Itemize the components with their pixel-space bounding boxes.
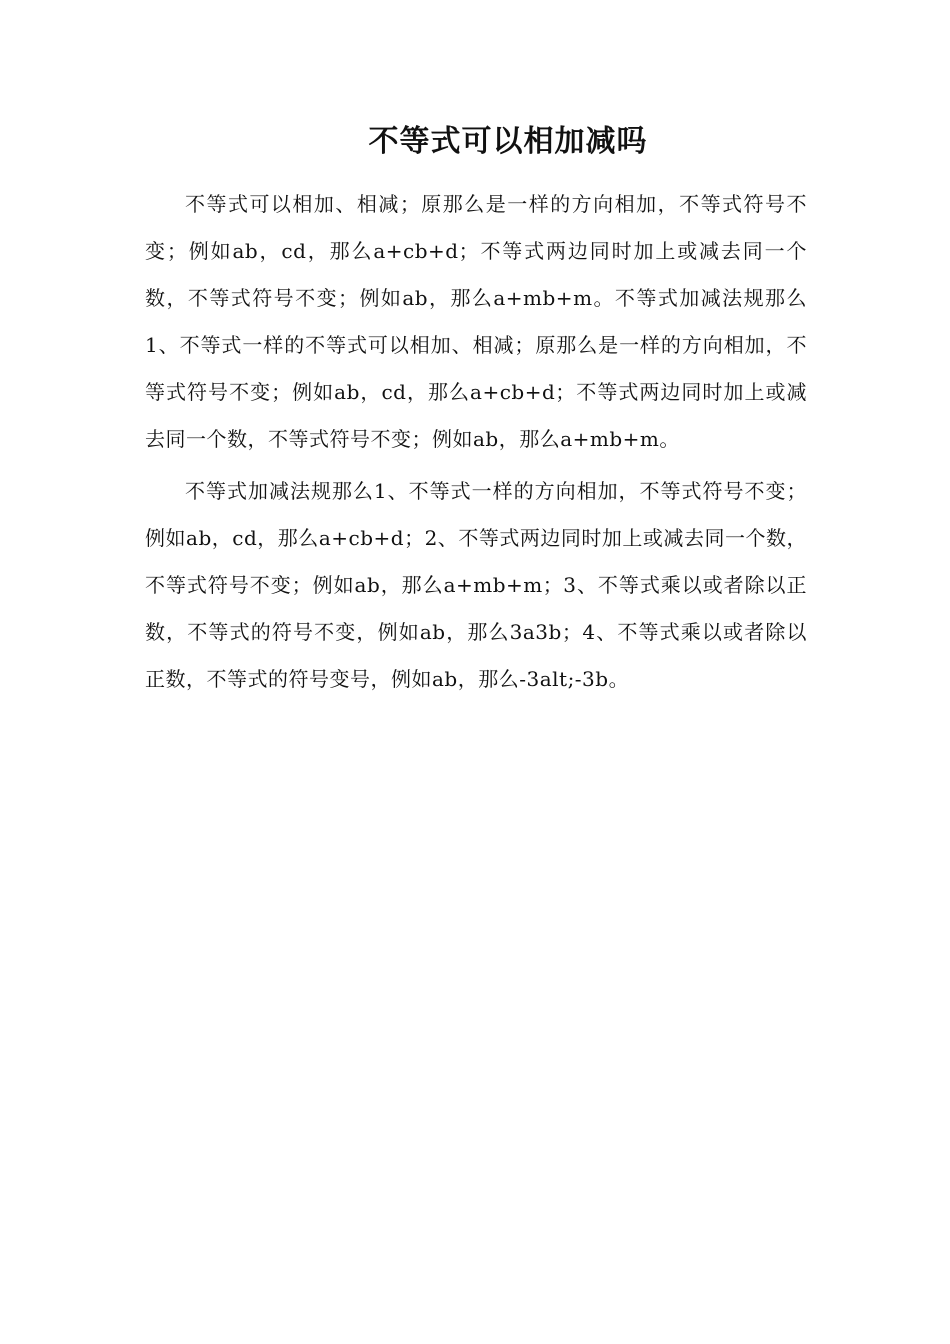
document-body	[145, 181, 807, 708]
paragraph-2: 不等式加减法规那么1、不等式一样的方向相加，不等式符号不变；例如ab，cd，那么a+cb+d；2、不等式两边同时加上或减去同一个数，不等式符号不变；例如ab，那么a+mb+m；3、不等式乘以或者除以正数，不等式的符号不变，例如ab，那么3a3b；4、不等式乘以或者除以正数，不等式的符号变号，例如ab，那么-3alt;-3b。	[145, 479, 807, 691]
paragraph-1: 不等式可以相加、相减；原那么是一样的方向相加，不等式符号不变；例如ab，cd，那么a+cb+d；不等式两边同时加上或减去同一个数，不等式符号不变；例如ab，那么a+mb+m。不等式加减法规那么1、不等式一样的不等式可以相加、相减；原那么是一样的方向相加，不等式符号不变；例如ab，cd，那么a+cb+d；不等式两边同时加上或减去同一个数，不等式符号不变；例如ab，那么a+mb+m。	[145, 192, 807, 451]
document-title: 不等式可以相加减吗	[368, 124, 648, 159]
